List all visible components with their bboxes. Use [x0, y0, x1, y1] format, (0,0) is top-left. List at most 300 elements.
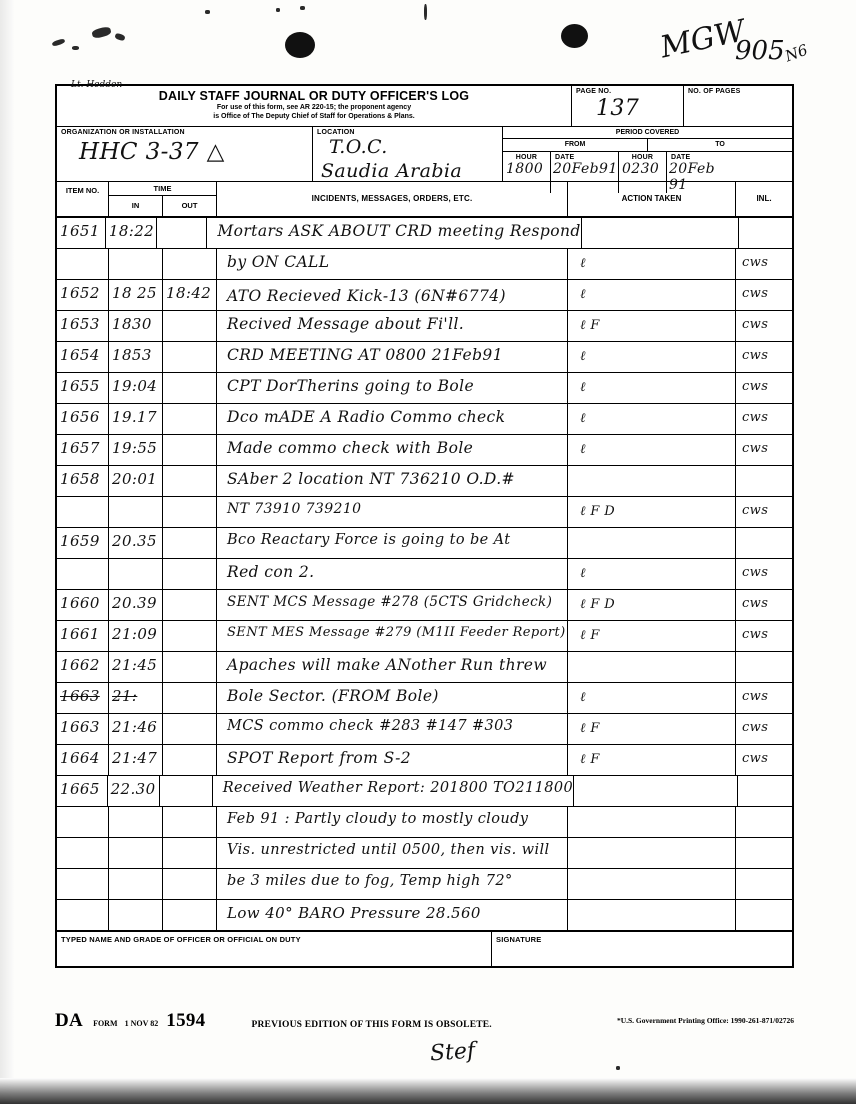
action-value: ℓ: [580, 442, 586, 457]
cell-action-taken: [568, 373, 736, 403]
time-in-value: 21:47: [112, 749, 158, 767]
cell-action-taken: [568, 621, 736, 651]
initials-value: cws: [742, 441, 769, 456]
time-out-value: [163, 652, 216, 656]
incident-text: NT 73910 739210: [227, 501, 362, 517]
cell-time-out: [163, 621, 217, 651]
action-value: ℓ: [580, 256, 586, 271]
initials-value: cws: [742, 255, 769, 270]
time-in-value: [109, 869, 162, 873]
cell-initials: [736, 683, 792, 713]
cell-time-out: [163, 807, 217, 837]
column-header-time-text: TIME: [109, 182, 216, 196]
table-row: [57, 497, 792, 528]
cell-action-taken: [568, 838, 736, 868]
signature-label: SIGNATURE: [496, 935, 542, 944]
signature-cell: [492, 932, 792, 966]
item-no-value: 1661: [60, 625, 100, 643]
time-out-value: [163, 342, 216, 346]
initials-value: cws: [742, 689, 769, 704]
initials-value: cws: [742, 627, 769, 642]
cell-time-out: [160, 776, 213, 806]
item-no-value: 1654: [60, 346, 100, 364]
to-date-value: 20Feb 91: [669, 161, 716, 193]
action-value: [568, 652, 735, 658]
time-out-value: [163, 745, 216, 749]
time-in-value: 1853: [112, 346, 152, 364]
cell-initials: [736, 559, 792, 589]
cell-action-taken: [568, 559, 736, 589]
initials-value: [736, 528, 792, 534]
form-footer-line: [55, 1010, 794, 1032]
cell-incident: [217, 497, 568, 527]
scan-speck: [205, 10, 210, 14]
cell-time-in: [109, 466, 163, 496]
cell-time-in: [109, 373, 163, 403]
action-value: ℓ F D: [580, 504, 616, 519]
time-in-value: 18:22: [108, 222, 155, 240]
incident-text: Dco mADE A Radio Commo check: [227, 408, 506, 426]
cell-time-in: [109, 249, 163, 279]
time-out-value: [163, 714, 216, 718]
time-in-value: 19:55: [112, 439, 158, 457]
incident-text: Bco Reactary Force is going to be At: [227, 532, 511, 548]
time-in-value: 21:46: [112, 718, 158, 736]
incident-text: Mortars ASK ABOUT CRD meeting Respond: [217, 222, 581, 240]
table-row: [57, 683, 792, 714]
cell-time-out: [163, 900, 217, 930]
cell-incident: [217, 528, 568, 558]
cell-incident: [217, 807, 568, 837]
annotation-small-mark: N6: [782, 40, 811, 66]
cell-time-out: [163, 590, 217, 620]
cell-time-in: [109, 900, 163, 930]
da-form-1594: [55, 80, 794, 968]
cell-incident: [217, 249, 568, 279]
action-value: ℓ F: [580, 318, 600, 333]
cell-incident: [217, 869, 568, 899]
cell-action-taken: [568, 435, 736, 465]
incident-text: SAber 2 location NT 736210 O.D.#: [227, 470, 515, 488]
incident-text: Made commo check with Bole: [227, 439, 474, 457]
item-no-value: [57, 900, 108, 904]
location-value-line1: T.O.C.: [329, 136, 388, 158]
item-no-value: [57, 807, 108, 811]
page-number-value: 137: [596, 96, 640, 121]
incident-text: be 3 miles due to fog, Temp high 72°: [227, 873, 513, 889]
action-value: ℓ F: [580, 628, 600, 643]
punch-hole-left: [285, 32, 315, 58]
table-row: [57, 714, 792, 745]
cell-item-no: [57, 404, 109, 434]
cell-time-out: [157, 218, 208, 248]
organization-value: HHC 3-37 △: [79, 139, 225, 165]
initials-value: cws: [742, 286, 769, 301]
time-out-value: [163, 869, 216, 873]
cell-time-in: [109, 497, 163, 527]
to-hour-label: HOUR: [631, 154, 654, 161]
item-no-value: 1663: [60, 687, 100, 705]
previous-edition-notice: PREVIOUS EDITION OF THIS FORM IS OBSOLETE.: [251, 1020, 492, 1030]
action-value: ℓ: [580, 349, 586, 364]
cell-time-out: [163, 869, 217, 899]
action-value: ℓ F D: [580, 597, 616, 612]
cell-item-no: [57, 807, 109, 837]
cell-initials: [736, 280, 792, 310]
initials-value: cws: [742, 379, 769, 394]
from-date-cell: [551, 152, 619, 193]
from-hour-cell: [503, 152, 551, 193]
table-row: [57, 869, 792, 900]
action-value: ℓ: [580, 690, 586, 705]
time-in-value: 20:01: [112, 470, 158, 488]
bottom-signature: Stef: [429, 1038, 476, 1067]
cell-incident: [217, 900, 568, 930]
item-no-value: 1651: [60, 222, 100, 240]
cell-initials: [736, 590, 792, 620]
cell-time-in: [109, 342, 163, 372]
incident-text: SENT MES Message #279 (M1II Feeder Report): [227, 625, 566, 640]
table-row: [57, 342, 792, 373]
location-label: LOCATION: [317, 129, 355, 136]
typed-name-label: TYPED NAME AND GRADE OF OFFICER OR OFFICIAL ON DUTY: [61, 935, 301, 944]
form-title-text: DAILY STAFF JOURNAL OR DUTY OFFICER'S LOG: [158, 89, 470, 103]
cell-initials: [736, 745, 792, 775]
cell-item-no: [57, 652, 109, 682]
initials-value: cws: [742, 565, 769, 580]
cell-item-no: [57, 714, 109, 744]
cell-time-out: [163, 249, 217, 279]
initials-value: [736, 807, 792, 813]
time-in-value: [109, 807, 162, 811]
page-number-label: PAGE NO.: [576, 88, 612, 95]
organization-cell: [57, 127, 313, 181]
cell-action-taken: [568, 807, 736, 837]
cell-time-in: [109, 280, 163, 310]
to-hour-cell: [619, 152, 667, 193]
action-value: [568, 900, 735, 906]
cell-incident: [217, 435, 568, 465]
column-header-incidents: INCIDENTS, MESSAGES, ORDERS, ETC.: [217, 182, 568, 216]
da-label: DA: [55, 1010, 82, 1031]
action-value: ℓ: [580, 411, 586, 426]
cell-initials: [736, 466, 792, 496]
initials-value: [736, 466, 792, 472]
table-row: [57, 311, 792, 342]
incident-text: MCS commo check #283 #147 #303: [227, 718, 514, 734]
cell-time-in: [108, 776, 161, 806]
organization-label: ORGANIZATION OR INSTALLATION: [61, 129, 185, 136]
form-title-block: [57, 86, 792, 127]
cell-time-out: [163, 466, 217, 496]
cell-item-no: [57, 311, 109, 341]
cell-time-in: [109, 528, 163, 558]
initials-value: cws: [742, 348, 769, 363]
action-value: ℓ F: [580, 721, 600, 736]
action-value: ℓ F: [580, 752, 600, 767]
time-out-value: [163, 683, 216, 687]
time-in-value: 18 25: [112, 284, 157, 302]
cell-action-taken: [568, 745, 736, 775]
initials-value: [739, 218, 792, 224]
cell-incident: [217, 652, 568, 682]
cell-incident: [217, 311, 568, 341]
cell-incident: [217, 342, 568, 372]
cell-time-out: [163, 342, 217, 372]
number-of-pages-label: NO. OF PAGES: [688, 88, 741, 95]
to-date-cell: [667, 152, 735, 193]
time-out-value: 18:42: [166, 284, 212, 302]
cell-item-no: [57, 373, 109, 403]
annotation-number: 905: [735, 36, 785, 66]
from-date-label: DATE: [555, 154, 575, 161]
cell-initials: [736, 869, 792, 899]
location-value-line2: Saudia Arabia: [321, 160, 463, 182]
table-row: [57, 745, 792, 776]
cell-incident: [207, 218, 581, 248]
item-no-value: 1658: [60, 470, 100, 488]
cell-time-out: [163, 714, 217, 744]
table-row: [57, 435, 792, 466]
incident-inline-note: Lt. Hedden: [71, 80, 123, 90]
cell-item-no: [57, 559, 109, 589]
scan-speck: [424, 4, 427, 20]
number-of-pages-cell: [684, 86, 792, 126]
action-value: [568, 528, 735, 534]
time-out-value: [163, 435, 216, 439]
time-in-value: 22.30: [110, 780, 156, 798]
incident-text: ATO Recieved Kick-13 (6N#6774): [227, 287, 506, 305]
action-value: ℓ: [580, 380, 586, 395]
item-no-value: 1656: [60, 408, 100, 426]
item-no-value: [57, 249, 108, 253]
incident-text: Bole Sector. (FROM Bole): [227, 687, 439, 705]
cell-action-taken: [568, 249, 736, 279]
cell-item-no: [57, 218, 106, 248]
cell-item-no: [57, 249, 109, 279]
time-in-value: [109, 900, 162, 904]
cell-time-in: [109, 869, 163, 899]
initials-value: [736, 900, 792, 906]
time-in-value: [109, 249, 162, 253]
cell-initials: [739, 218, 792, 248]
annotation-initials: MGW: [657, 13, 749, 66]
table-row: [57, 838, 792, 869]
initials-value: [738, 776, 792, 782]
item-no-value: [57, 559, 108, 563]
time-out-value: [163, 900, 216, 904]
cell-time-out: [163, 559, 217, 589]
scan-left-shadow: [0, 0, 14, 1104]
time-out-value: [163, 466, 216, 470]
cell-action-taken: [568, 652, 736, 682]
time-out-value: [163, 373, 216, 377]
incident-text: Received Weather Report: 201800 TO211800: [222, 780, 574, 796]
cell-initials: [736, 404, 792, 434]
initials-value: cws: [742, 596, 769, 611]
initials-value: cws: [742, 503, 769, 518]
incident-text: Recived Message about Fi'll.: [227, 315, 465, 333]
column-header-item-no-text: ITEM NO.: [65, 186, 100, 195]
cell-item-no: [57, 776, 108, 806]
cell-initials: [736, 652, 792, 682]
cell-time-in: [109, 621, 163, 651]
cell-action-taken: [568, 311, 736, 341]
cell-time-in: [109, 652, 163, 682]
period-from-label: FROM: [503, 139, 648, 151]
item-no-value: [57, 497, 108, 501]
cell-incident: [217, 745, 568, 775]
period-covered-label: PERIOD COVERED: [503, 127, 792, 139]
time-in-value: 21:09: [112, 625, 158, 643]
to-hour-value: 0230: [622, 161, 660, 177]
cell-incident: [217, 373, 568, 403]
cell-time-in: [109, 404, 163, 434]
cell-item-no: [57, 435, 109, 465]
cell-time-out: [163, 435, 217, 465]
cell-item-no: [57, 869, 109, 899]
item-no-value: 1662: [60, 656, 100, 674]
action-value: [568, 466, 735, 472]
incident-text: Feb 91 : Partly cloudy to mostly cloudy: [227, 811, 529, 827]
typed-name-cell: [57, 932, 492, 966]
time-out-value: [163, 249, 216, 253]
time-out-value: [160, 776, 212, 780]
cell-incident: [213, 776, 574, 806]
cell-initials: [738, 776, 792, 806]
initials-value: [736, 838, 792, 844]
item-no-value: 1657: [60, 439, 100, 457]
cell-initials: [736, 342, 792, 372]
from-hour-value: 1800: [506, 161, 544, 177]
cell-initials: [736, 838, 792, 868]
action-value: [568, 807, 735, 813]
time-in-value: [109, 559, 162, 563]
time-out-value: [163, 807, 216, 811]
cell-item-no: [57, 838, 109, 868]
cell-time-out: [163, 373, 217, 403]
initials-value: cws: [742, 751, 769, 766]
form-signature-block: [57, 932, 792, 966]
action-value: [574, 776, 736, 782]
incident-text: SPOT Report from S-2: [227, 749, 412, 767]
cell-item-no: [57, 590, 109, 620]
cell-time-in: [109, 683, 163, 713]
time-in-value: [109, 838, 162, 842]
cell-incident: [217, 683, 568, 713]
incident-text: by ON CALL: [227, 253, 330, 271]
cell-action-taken: [568, 528, 736, 558]
action-value: [568, 838, 735, 844]
time-out-value: [163, 621, 216, 625]
cell-action-taken: [568, 342, 736, 372]
table-row: [57, 528, 792, 559]
da-form-identifier: [55, 1010, 205, 1032]
cell-time-in: [109, 807, 163, 837]
cell-incident: [217, 714, 568, 744]
time-out-value: [163, 404, 216, 408]
cell-action-taken: [582, 218, 740, 248]
item-no-value: 1660: [60, 594, 100, 612]
table-row: [57, 249, 792, 280]
cell-item-no: [57, 280, 109, 310]
incident-text: Apaches will make ANother Run threw: [227, 656, 548, 674]
to-date-label: DATE: [671, 154, 691, 161]
action-value: ℓ: [580, 287, 586, 302]
time-in-value: [109, 497, 162, 501]
table-row: [57, 373, 792, 404]
period-to-label: TO: [715, 141, 725, 148]
cell-time-out: [163, 838, 217, 868]
time-out-value: [163, 559, 216, 563]
cell-incident: [217, 466, 568, 496]
column-header-initials: INL.: [756, 194, 772, 203]
cell-initials: [736, 435, 792, 465]
time-in-value: 21:: [112, 687, 138, 705]
time-out-value: [163, 838, 216, 842]
incident-text: Low 40° BARO Pressure 28.560: [227, 904, 481, 922]
location-cell: [313, 127, 503, 181]
initials-value: cws: [742, 317, 769, 332]
item-no-value: 1655: [60, 377, 100, 395]
cell-time-in: [106, 218, 157, 248]
item-no-value: 1652: [60, 284, 100, 302]
form-word-label: FORM: [93, 1019, 118, 1028]
cell-time-in: [109, 311, 163, 341]
cell-item-no: [57, 621, 109, 651]
table-row: [57, 652, 792, 683]
incident-text: Vis. unrestricted until 0500, then vis. will: [227, 842, 550, 858]
item-no-value: 1665: [60, 780, 100, 798]
cell-item-no: [57, 342, 109, 372]
scan-speck: [300, 6, 305, 10]
column-header-item-no: [57, 182, 109, 216]
cell-action-taken: [568, 404, 736, 434]
column-header-action-taken: ACTION TAKEN: [568, 182, 736, 216]
cell-action-taken: [568, 497, 736, 527]
table-row: [57, 559, 792, 590]
cell-time-in: [109, 838, 163, 868]
cell-initials: [736, 497, 792, 527]
initials-value: cws: [742, 410, 769, 425]
action-value: ℓ: [580, 566, 586, 581]
table-row: [57, 466, 792, 497]
time-in-value: 21:45: [112, 656, 158, 674]
cell-time-out: [163, 404, 217, 434]
cell-initials: [736, 900, 792, 930]
table-row: [57, 621, 792, 652]
form-subtitle-line2: is Office of The Deputy Chief of Staff for Operations & Plans.: [213, 112, 415, 120]
cell-time-in: [109, 590, 163, 620]
cell-initials: [736, 714, 792, 744]
time-in-value: 20.39: [112, 594, 157, 612]
cell-action-taken: [568, 590, 736, 620]
cell-action-taken: [574, 776, 737, 806]
cell-initials: [736, 807, 792, 837]
column-header-time: [109, 182, 217, 216]
time-out-value: [163, 311, 216, 315]
cell-time-in: [109, 559, 163, 589]
gpo-notice: *U.S. Government Printing Office: 1990-261-871/02726: [616, 1016, 794, 1025]
table-row: [57, 900, 792, 932]
page-number-cell: [572, 86, 684, 126]
cell-initials: [736, 249, 792, 279]
table-row: [57, 404, 792, 435]
cell-item-no: [57, 466, 109, 496]
time-in-value: 19:04: [112, 377, 158, 395]
incident-text: Red con 2.: [227, 563, 315, 581]
form-title: [57, 86, 572, 126]
